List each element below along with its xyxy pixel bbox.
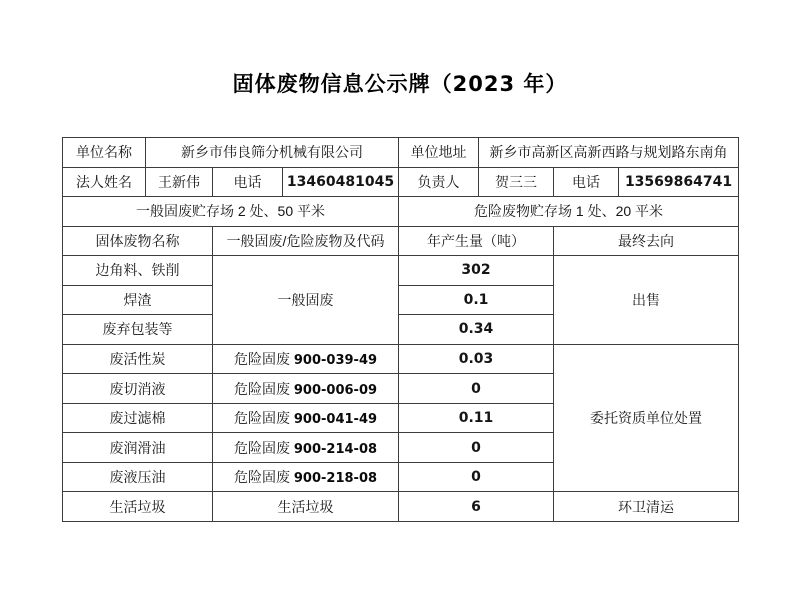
- unit-name-label: 单位名称: [63, 138, 146, 168]
- waste-code: 900-041-49: [293, 412, 378, 428]
- hazardous-storage-cell: 危险废物贮存场 1 处、20 平米: [399, 197, 739, 227]
- waste-code: 900-218-08: [293, 471, 378, 487]
- waste-amount: 0: [399, 462, 554, 492]
- hazardous-destination-cell: 委托资质单位处置: [554, 344, 739, 492]
- legal-phone-label: 电话: [213, 167, 283, 197]
- waste-name: 废活性炭: [63, 344, 213, 374]
- waste-category-code: [213, 344, 399, 374]
- waste-type: 危险固废: [233, 469, 290, 486]
- waste-amount: 302: [399, 256, 554, 286]
- waste-amount: 6: [399, 492, 554, 522]
- legal-person-label: 法人姓名: [63, 167, 146, 197]
- header-waste-name: 固体废物名称: [63, 226, 213, 256]
- header-destination: 最终去向: [554, 226, 739, 256]
- header-category-code: 一般固废/危险废物及代码: [213, 226, 399, 256]
- waste-type: 危险固废: [233, 350, 290, 367]
- waste-amount: 0.1: [399, 285, 554, 315]
- waste-name: 焊渣: [63, 285, 213, 315]
- unit-name-value: 新乡市伟良筛分机械有限公司: [146, 138, 399, 168]
- waste-category-code: [213, 433, 399, 463]
- manager-phone-value: 13569864741: [619, 167, 739, 197]
- waste-name: 废液压油: [63, 462, 213, 492]
- table-row: [63, 344, 739, 374]
- general-storage-cell: 一般固废贮存场 2 处、50 平米: [63, 197, 399, 227]
- unit-address-label: 单位地址: [399, 138, 479, 168]
- table-row: [63, 197, 739, 227]
- legal-person-value: 王新伟: [146, 167, 213, 197]
- legal-phone-value: 13460481045: [283, 167, 399, 197]
- table-row: [63, 167, 739, 197]
- waste-amount: 0.11: [399, 403, 554, 433]
- general-category-cell: 一般固废: [213, 256, 399, 345]
- manager-value: 贺三三: [479, 167, 554, 197]
- waste-category-code: [213, 462, 399, 492]
- waste-amount: 0: [399, 374, 554, 404]
- waste-category-code: [213, 403, 399, 433]
- general-destination-cell: 出售: [554, 256, 739, 345]
- table-row: [63, 138, 739, 168]
- manager-phone-label: 电话: [554, 167, 619, 197]
- waste-amount: 0: [399, 433, 554, 463]
- waste-type: 危险固废: [233, 439, 290, 456]
- waste-name: 废过滤棉: [63, 403, 213, 433]
- header-annual-amount: 年产生量（吨）: [399, 226, 554, 256]
- unit-address-value: 新乡市高新区高新西路与规划路东南角: [479, 138, 739, 168]
- domestic-destination-cell: 环卫清运: [554, 492, 739, 522]
- table-header-row: [63, 226, 739, 256]
- waste-amount: 0.03: [399, 344, 554, 374]
- solid-waste-info-table: [62, 137, 739, 522]
- waste-code: 900-006-09: [293, 382, 378, 398]
- waste-name: 废润滑油: [63, 433, 213, 463]
- waste-code: 900-214-08: [293, 441, 378, 457]
- manager-label: 负责人: [399, 167, 479, 197]
- page-title: 固体废物信息公示牌（2023 年）: [232, 72, 568, 96]
- waste-code: 900-039-49: [293, 352, 378, 368]
- waste-name: 边角料、铁削: [63, 256, 213, 286]
- waste-type: 危险固废: [233, 380, 290, 397]
- waste-type: 危险固废: [233, 410, 290, 427]
- waste-name: 废切消液: [63, 374, 213, 404]
- waste-amount: 0.34: [399, 315, 554, 345]
- waste-name: 废弃包装等: [63, 315, 213, 345]
- waste-name: 生活垃圾: [63, 492, 213, 522]
- waste-category-code: 生活垃圾: [213, 492, 399, 522]
- waste-category-code: [213, 374, 399, 404]
- table-row: [63, 492, 739, 522]
- table-row: [63, 256, 739, 286]
